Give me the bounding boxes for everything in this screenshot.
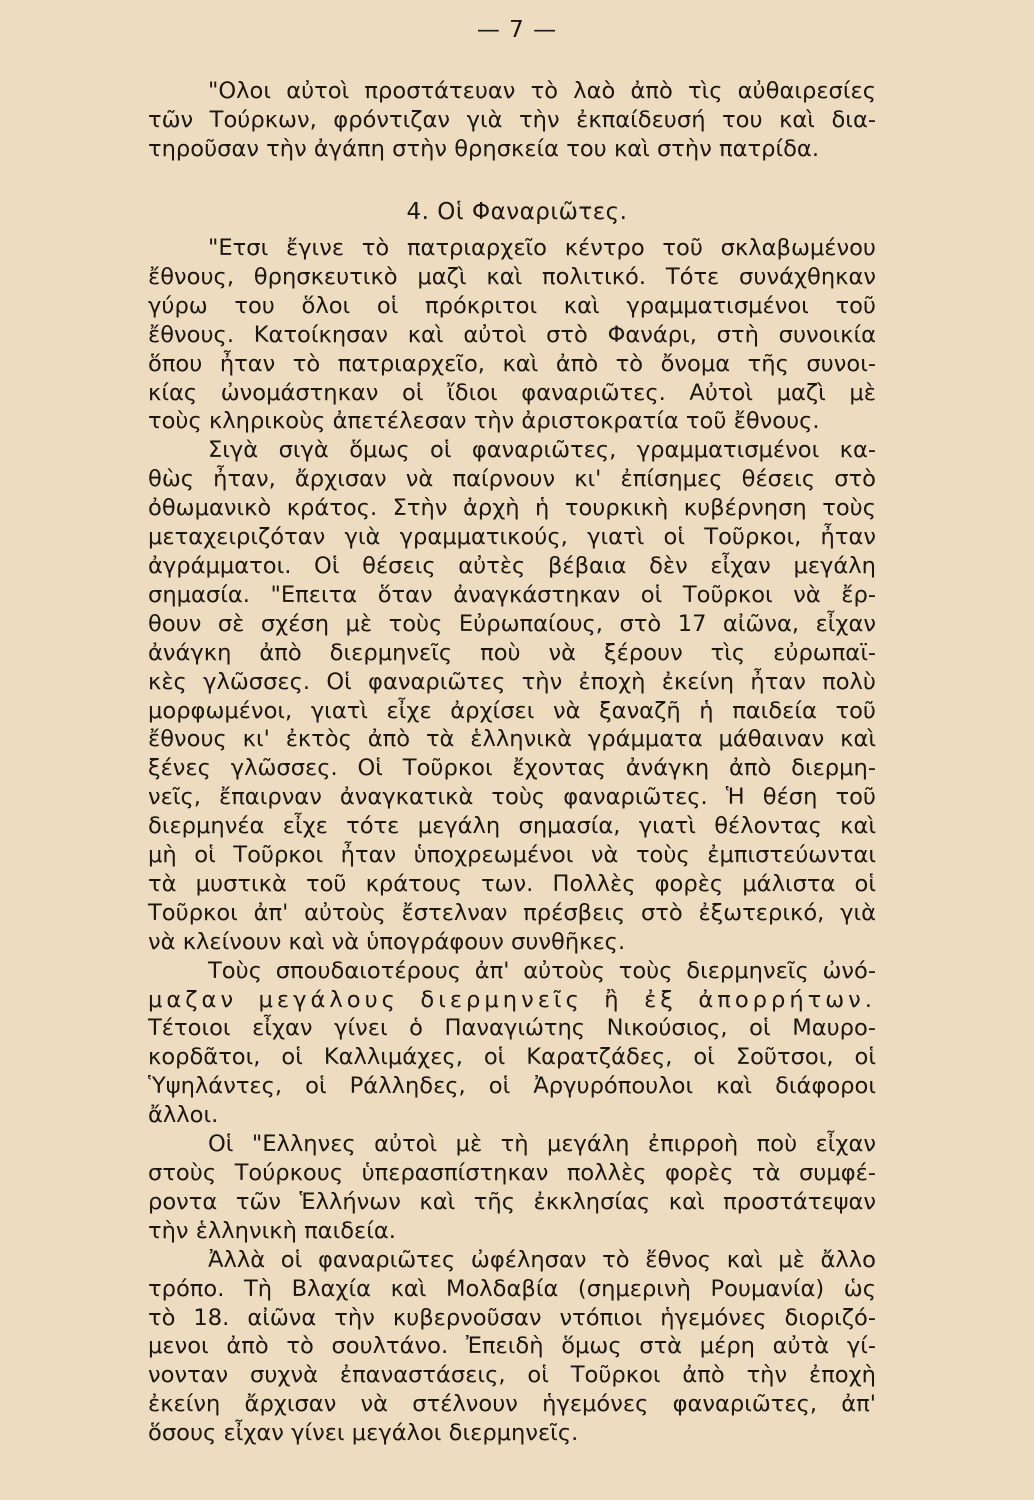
text-line: μὴ οἱ Τοῦρκοι ἦταν ὑποχρεωμένοι νὰ τοὺς ἐμπιστεύωνται bbox=[148, 842, 876, 869]
text-line: ἔθνους κι' ἐκτὸς ἀπὸ τὰ ἑλληνικὰ γράμματα μάθαιναν καὶ bbox=[148, 726, 876, 753]
text-line: Τοῦρκοι ἀπ' αὐτοὺς ἔστελναν πρέσβεις στὸ ἐξωτερικό, γιὰ bbox=[148, 899, 876, 926]
text-line: ἄλλοι. bbox=[148, 1102, 219, 1129]
text-line: ἔθνους. Κατοίκησαν καὶ αὐτοὶ στὸ Φανάρι, στὴ συνοικία bbox=[148, 321, 876, 348]
page-number: — 7 — bbox=[476, 17, 558, 43]
text-line: κορδᾶτοι, οἱ Καλλιμάχες, οἱ Καρατζάδες, οἱ Σοῦτσοι, οἱ bbox=[148, 1044, 876, 1071]
text-line: ἀνάγκη ἀπὸ διερμηνεῖς ποὺ νὰ ξέρουν τὶς εὐρωπαϊ- bbox=[148, 639, 876, 666]
text-line: τὰ μυστικὰ τοῦ κράτους των. Πολλὲς φορὲς μάλιστα οἱ bbox=[148, 870, 876, 897]
text-line: τὴν ἑλληνικὴ παιδεία. bbox=[148, 1217, 396, 1244]
text-line: κὲς γλῶσσες. Οἱ φαναριῶτες τὴν ἐποχὴ ἐκείνη ἦταν πολὺ bbox=[148, 668, 876, 695]
text-line: τοὺς κληρικοὺς ἀπετέλεσαν τὴν ἀριστοκρατία τοῦ ἔθνους. bbox=[148, 408, 820, 435]
text-line: μαζαν μεγάλους διερμηνεῖς ἢ ἐξ ἀπορρήτων. bbox=[148, 986, 876, 1013]
text-line: μενοι ἀπὸ τὸ σουλτάνο. Ἐπειδὴ ὅμως στὰ μέρη αὐτὰ γί- bbox=[148, 1333, 876, 1360]
text-line: γύρω του ὅλοι οἱ πρόκριτοι καὶ γραμματισμένοι τοῦ bbox=[148, 292, 876, 319]
text-line: μεταχειριζόταν γιὰ γραμματικούς, γιατὶ οἱ Τοῦρκοι, ἦταν bbox=[148, 524, 876, 551]
body-text bbox=[148, 234, 876, 1448]
text-line: νονταν συχνὰ ἐπαναστάσεις, οἱ Τοῦρκοι ἀπὸ τὴν ἐποχὴ bbox=[148, 1362, 876, 1389]
text-line: ὀθωμανικὸ κράτος. Στὴν ἀρχὴ ἡ τουρκικὴ κυβέρνηση τοὺς bbox=[148, 495, 876, 522]
text-line: Τέτοιοι εἶχαν γίνει ὁ Παναγιώτης Νικούσιος, οἱ Μαυρο- bbox=[148, 1015, 876, 1042]
text-line: ὅσους εἶχαν γίνει μεγάλοι διερμηνεῖς. bbox=[148, 1420, 579, 1447]
text-line: "Ολοι αὐτοὶ προστάτευαν τὸ λαὸ ἀπὸ τὶς αὐθαιρεσίες bbox=[208, 78, 876, 104]
text-line: τηροῦσαν τὴν ἀγάπη στὴν θρησκεία του καὶ στὴν πατρίδα. bbox=[148, 135, 820, 162]
text-line: Ἀλλὰ οἱ φαναριῶτες ὠφέλησαν τὸ ἔθνος καὶ μὲ ἄλλο bbox=[208, 1246, 876, 1273]
text-line: νὰ κλείνουν καὶ νὰ ὑπογράφουν συνθῆκες. bbox=[148, 928, 626, 955]
text-line: ἐκείνη ἄρχισαν νὰ στέλνουν ἡγεμόνες φαναριῶτες, ἀπ' bbox=[148, 1391, 876, 1418]
text-line: τὸ 18. αἰῶνα τὴν κυβερνοῦσαν ντόπιοι ἡγεμόνες διοριζό- bbox=[148, 1304, 876, 1331]
text-line: Σιγὰ σιγὰ ὅμως οἱ φαναριῶτες, γραμματισμένοι κα- bbox=[208, 437, 876, 464]
text-line: θὼς ἦταν, ἄρχισαν νὰ παίρνουν κι' ἐπίσημες θέσεις στὸ bbox=[148, 466, 876, 493]
text-line: μορφωμένοι, γιατὶ εἶχε ἀρχίσει νὰ ξαναζῆ ἡ παιδεία τοῦ bbox=[148, 697, 876, 724]
text-line: σημασία. "Επειτα ὅταν ἀναγκάστηκαν οἱ Τοῦρκοι νὰ ἔρ- bbox=[148, 581, 876, 608]
text-line: θουν σὲ σχέση μὲ τοὺς Εὐρωπαίους, στὸ 17 αἰῶνα, εἶχαν bbox=[148, 610, 876, 637]
text-line: "Ετσι ἔγινε τὸ πατριαρχεῖο κέντρο τοῦ σκλαβωμένου bbox=[208, 235, 876, 261]
text-line: ἔθνους, θρησκευτικὸ μαζὶ καὶ πολιτικό. Τότε συνάχθηκαν bbox=[148, 263, 876, 290]
text-line: τρόπο. Τὴ Βλαχία καὶ Μολδαβία (σημερινὴ Ρουμανία) ὡς bbox=[148, 1275, 876, 1302]
intro-paragraph bbox=[148, 77, 876, 164]
text-line: τῶν Τούρκων, φρόντιζαν γιὰ τὴν ἐκπαίδευσή του καὶ δια- bbox=[148, 106, 876, 133]
text-line: ἀγράμματοι. Οἱ θέσεις αὐτὲς βέβαια δὲν εἶχαν μεγάλη bbox=[148, 552, 876, 579]
text-line: ροντα τῶν Ἑλλήνων καὶ τῆς ἐκκλησίας καὶ προστάτεψαν bbox=[148, 1188, 876, 1215]
text-line: διερμηνέα εἶχε τότε μεγάλη σημασία, γιατὶ θέλοντας καὶ bbox=[148, 813, 876, 840]
text-line: ὅπου ἦταν τὸ πατριαρχεῖο, καὶ ἀπὸ τὸ ὄνομα τῆς συνοι- bbox=[148, 350, 876, 377]
section-heading: 4. Οἱ Φαναριῶτες. bbox=[406, 199, 628, 225]
text-line: στοὺς Τούρκους ὑπερασπίστηκαν πολλὲς φορὲς τὰ συμφέ- bbox=[148, 1160, 876, 1186]
text-line: Οἱ "Ελληνες αὐτοὶ μὲ τὴ μεγάλη ἐπιρροὴ ποὺ εἶχαν bbox=[208, 1131, 876, 1158]
text-line: κίας ὠνομάστηκαν οἱ ἴδιοι φαναριῶτες. Αὐτοὶ μαζὶ μὲ bbox=[148, 379, 876, 406]
text-line: Ὑψηλάντες, οἱ Ράλληδες, οἱ Ἀργυρόπουλοι καὶ διάφοροι bbox=[148, 1073, 876, 1100]
text-line: νεῖς, ἔπαιρναν ἀναγκατικὰ τοὺς φαναριῶτες. Ἡ θέση τοῦ bbox=[148, 784, 876, 811]
text-line: ξένες γλῶσσες. Οἱ Τοῦρκοι ἔχοντας ἀνάγκη ἀπὸ διερμη- bbox=[148, 755, 876, 782]
text-line: Τοὺς σπουδαιοτέρους ἀπ' αὐτοὺς τοὺς διερμηνεῖς ὠνό- bbox=[208, 957, 876, 984]
